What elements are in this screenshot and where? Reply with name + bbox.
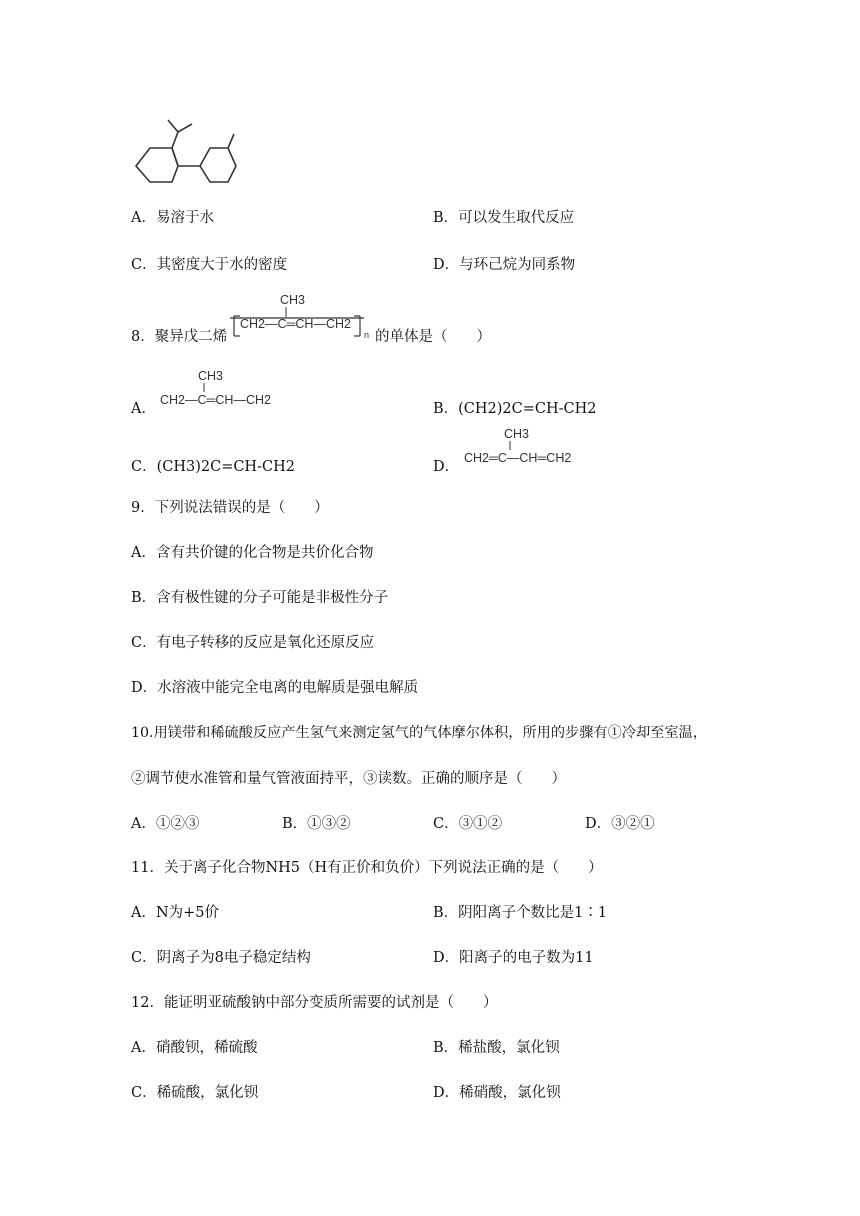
bicyclohexyl-structure: [130, 112, 240, 187]
q12-stem: 12．能证明亚硫酸钠中部分变质所需要的试剂是（ ）: [131, 995, 498, 1011]
q12-option-b: B．稀盐酸，氯化钡: [433, 1040, 560, 1056]
q8-polymer-formula: [228, 290, 378, 342]
q11-option-d: D．阳离子的电子数为11: [433, 950, 594, 966]
q8-option-d-formula: [462, 424, 602, 468]
q9-option-a: A．含有共价键的化合物是共价化合物: [131, 545, 374, 561]
q9-option-b: B．含有极性键的分子可能是非极性分子: [131, 590, 389, 606]
svg-text:CH3: CH3: [504, 427, 530, 441]
svg-text:CH3: CH3: [198, 369, 224, 383]
q10-option-c: C．③①②: [433, 816, 503, 832]
q7-option-c: C．其密度大于水的密度: [131, 257, 288, 273]
q11-stem: 11．关于离子化合物NH5（H有正价和负价）下列说法正确的是（ ）: [131, 860, 603, 876]
q9-option-d: D．水溶液中能完全电离的电解质是强电解质: [131, 680, 419, 696]
q8-suffix: 的单体是（ ）: [375, 329, 491, 345]
q11-option-c: C．阴离子为8电子稳定结构: [131, 950, 311, 966]
q8-option-a-label: A．: [131, 401, 156, 417]
polymer-chain: CH2—C═CH—CH2: [240, 317, 351, 331]
q7-option-a: A．易溶于水: [131, 210, 214, 226]
svg-text:CH2═C—CH═CH2: CH2═C—CH═CH2: [464, 451, 572, 465]
bicyclohexyl-skeletal-icon: [136, 120, 236, 182]
q8-option-b: B．(CH2)2C=CH-CH2: [433, 401, 597, 417]
q10-stem-line1: 10.用镁带和稀硫酸反应产生氢气来测定氢气的气体摩尔体积，所用的步骤有①冷却至室温，: [131, 725, 707, 741]
q9-stem: 9．下列说法错误的是（ ）: [131, 500, 329, 516]
q8-option-d-label: D．: [433, 459, 460, 475]
q12-option-d: D．稀硝酸，氯化钡: [433, 1085, 561, 1101]
polymer-methyl: CH3: [280, 293, 306, 307]
q8-option-a-formula: [158, 366, 288, 410]
q11-option-b: B．阴阳离子个数比是1∶1: [433, 905, 608, 921]
polymer-n: n: [364, 330, 370, 340]
q8-number: 8．聚异戊二烯: [131, 329, 228, 345]
q10-option-d: D．③②①: [585, 816, 655, 832]
q12-option-a: A．硝酸钡，稀硫酸: [131, 1040, 258, 1056]
q10-stem-line2: ②调节使水准管和量气管液面持平，③读数。正确的顺序是（ ）: [131, 771, 566, 787]
svg-text:CH2—C═CH—CH2: CH2—C═CH—CH2: [160, 393, 271, 407]
q7-option-d: D．与环己烷为同系物: [433, 257, 576, 273]
q9-option-c: C．有电子转移的反应是氧化还原反应: [131, 635, 375, 651]
q7-option-b: B．可以发生取代反应: [433, 210, 575, 226]
q11-option-a: A．N为+5价: [131, 905, 220, 921]
q10-option-a: A．①②③: [131, 816, 200, 832]
q12-option-c: C．稀硫酸，氯化钡: [131, 1085, 259, 1101]
q8-option-c: C．(CH3)2C=CH-CH2: [131, 459, 295, 475]
q10-option-b: B．①③②: [282, 816, 351, 832]
